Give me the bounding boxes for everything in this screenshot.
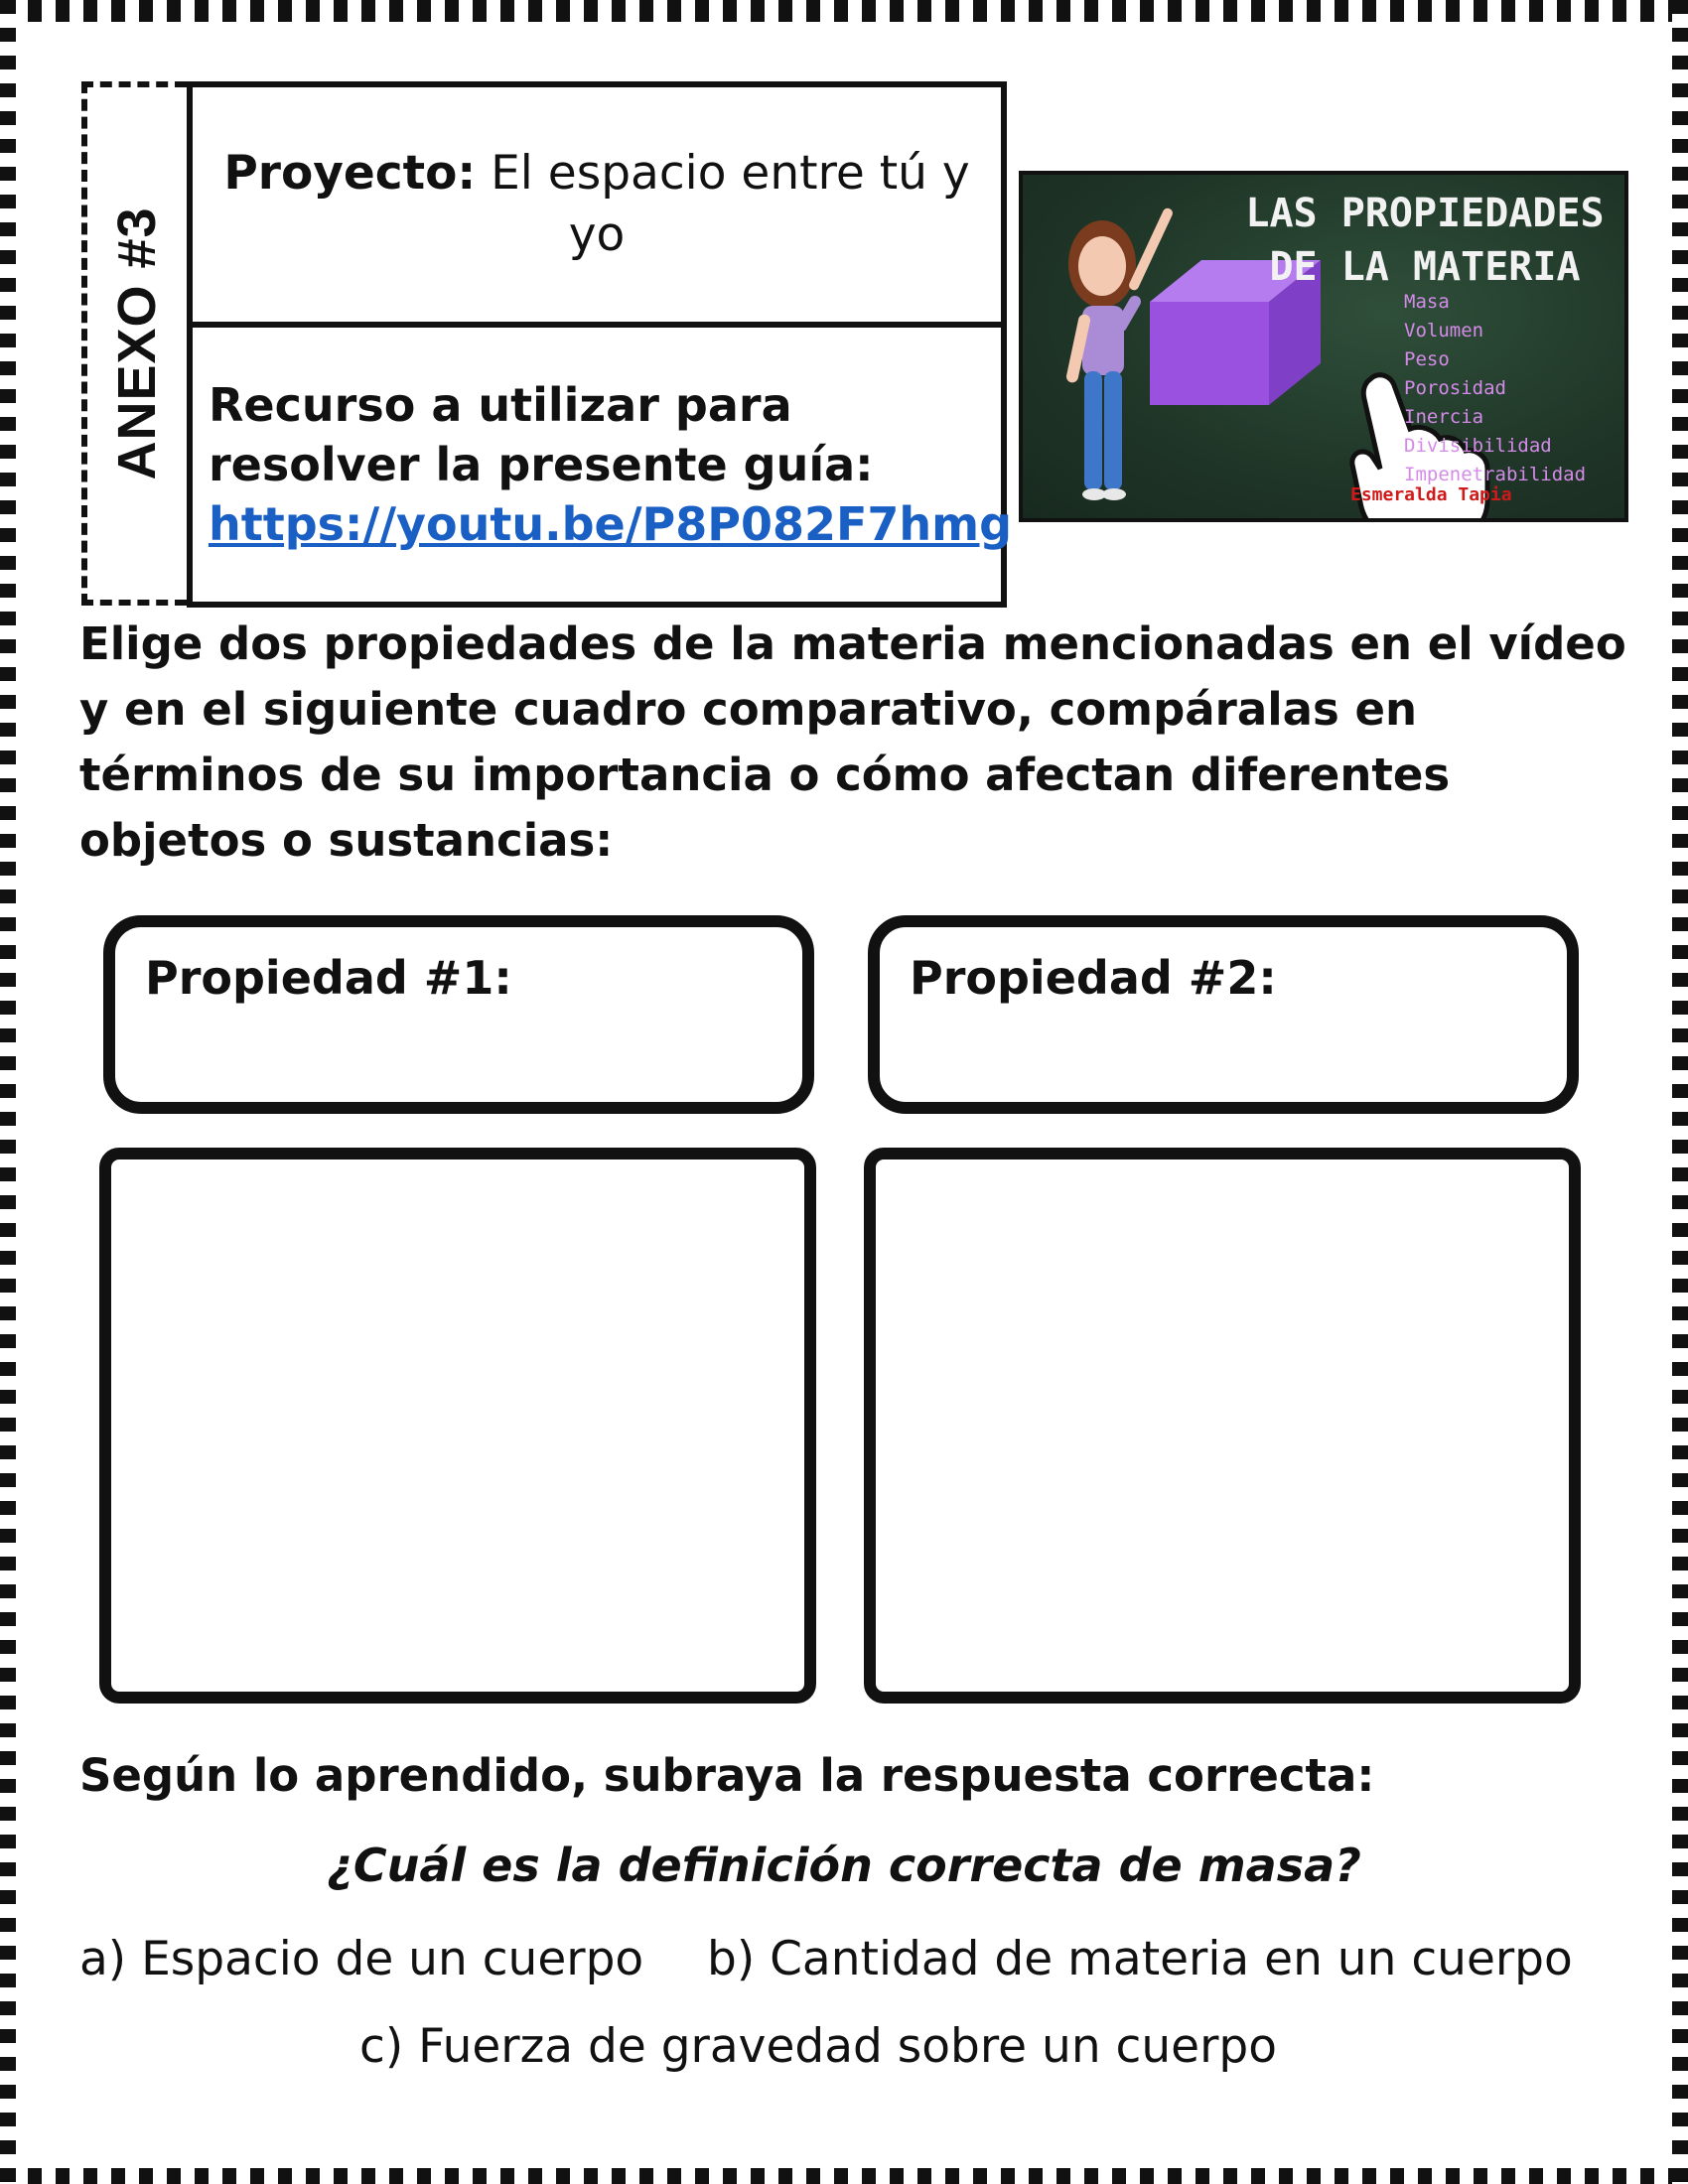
thumbnail-title-line2: DE LA MATERIA (1269, 244, 1581, 290)
quiz-intro: Según lo aprendido, subraya la respuesta correcta: (79, 1749, 1375, 1802)
list-item: Inercia (1404, 406, 1484, 428)
instructions-text: Elige dos propiedades de la materia mencionadas en el vídeo y en el siguiente cuadro comparativo, compáralas en términos de su importancia o cómo afectan diferentes objetos o sustancias: (79, 617, 1626, 867)
property-1-label-box[interactable] (103, 915, 814, 1114)
video-thumbnail[interactable] (1019, 171, 1628, 522)
list-item: Masa (1404, 291, 1450, 313)
property-2-answer-box[interactable] (864, 1148, 1581, 1704)
border-top (0, 0, 1688, 16)
annex-label-box (81, 81, 187, 606)
list-item: Impenetrabilidad (1404, 464, 1587, 485)
thumbnail-credit: Esmeralda Tapia (1350, 484, 1512, 505)
header-box (187, 81, 1012, 608)
list-item: Volumen (1404, 320, 1484, 341)
project-cell: Proyecto: El espacio entre tú y yo (193, 87, 1001, 328)
thumbnail-title-line1: LAS PROPIEDADES (1245, 191, 1605, 236)
property-2-label-box[interactable] (868, 915, 1579, 1114)
thumbnail-title (1231, 187, 1618, 294)
resource-label: Recurso a utilizar para resolver la presente guía: (209, 378, 874, 491)
project-label: Proyecto (223, 146, 458, 201)
property-2-label: Propiedad #2: (910, 951, 1277, 1005)
property-1-answer-box[interactable] (99, 1148, 816, 1704)
property-1-label: Propiedad #1: (145, 951, 512, 1005)
list-item: Porosidad (1404, 377, 1506, 399)
option-c[interactable]: c) Fuerza de gravedad sobre un cuerpo (359, 2019, 1278, 2074)
resource-link[interactable]: https://youtu.be/P8P082F7hmg (209, 497, 1012, 551)
border-top-inner (14, 16, 1674, 22)
list-item: Peso (1404, 348, 1450, 370)
option-b[interactable]: b) Cantidad de materia en un cuerpo (707, 1932, 1573, 1986)
border-bottom (0, 2168, 1688, 2184)
list-item: Divisibilidad (1404, 435, 1552, 457)
thumbnail-property-list (1404, 288, 1586, 489)
project-name: El espacio entre tú y yo (491, 146, 970, 262)
annex-label: ANEXO #3 (107, 206, 167, 480)
resource-cell (193, 328, 1012, 554)
quiz-question: ¿Cuál es la definición correcta de masa? (327, 1839, 1361, 1892)
option-a[interactable]: a) Espacio de un cuerpo (79, 1932, 644, 1986)
